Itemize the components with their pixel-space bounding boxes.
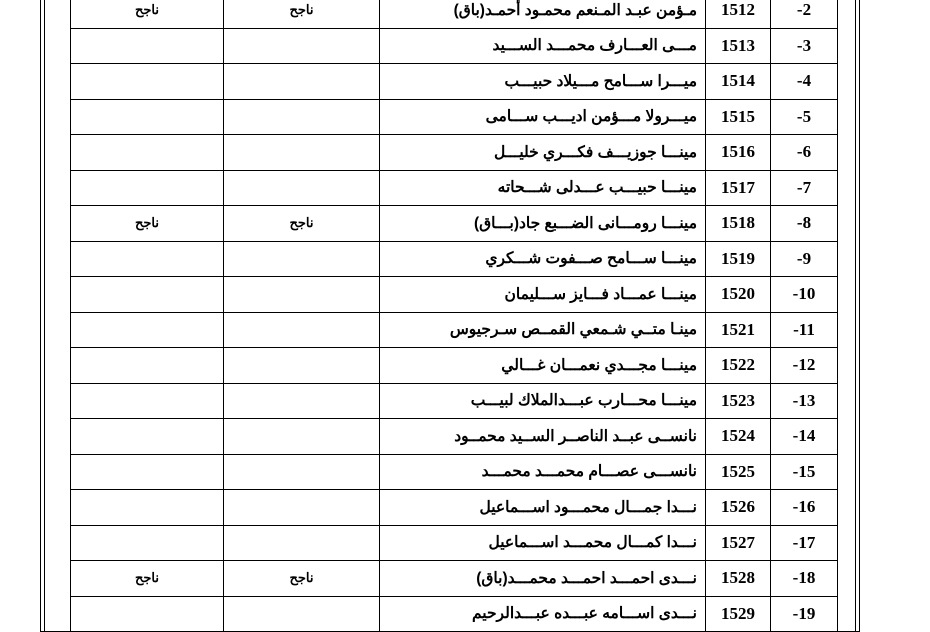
student-name-cell: ميـــرولا مـــؤمن اديـــب ســـامى xyxy=(380,99,706,135)
student-name-cell: مينـــا جوزيـــف فكـــري خليـــل xyxy=(380,135,706,171)
row-number-cell: -18 xyxy=(771,561,838,597)
table-row xyxy=(71,312,838,348)
student-name-cell: مينـــا رومـــانى الضـــبع جاد(بـــاق) xyxy=(380,206,706,242)
row-number-cell: -10 xyxy=(771,277,838,313)
result-first-cell xyxy=(71,419,224,455)
student-name-cell: نـــدى احمـــد احمـــد محمـــد(باق) xyxy=(380,561,706,597)
seat-number-cell: 1521 xyxy=(706,312,771,348)
result-second-cell xyxy=(224,64,380,100)
result-first-cell xyxy=(71,99,224,135)
student-name-cell: نـــدا كمـــال محمـــد اســـماعيل xyxy=(380,525,706,561)
result-second-cell xyxy=(224,241,380,277)
result-second-cell: ناجح xyxy=(224,561,380,597)
student-name-cell: مينـا متــي شـمعي القمــص سـرجيوس xyxy=(380,312,706,348)
result-first-cell xyxy=(71,383,224,419)
table-row xyxy=(71,277,838,313)
row-number-cell: -9 xyxy=(771,241,838,277)
seat-number-cell: 1529 xyxy=(706,596,771,632)
result-second-cell xyxy=(224,525,380,561)
row-number-cell: -7 xyxy=(771,170,838,206)
row-number-cell: -6 xyxy=(771,135,838,171)
seat-number-cell: 1522 xyxy=(706,348,771,384)
student-name-cell: نانســـى عصـــام محمـــد محمـــد xyxy=(380,454,706,490)
row-number-cell: -8 xyxy=(771,206,838,242)
result-second-cell xyxy=(224,490,380,526)
row-number-cell: -12 xyxy=(771,348,838,384)
seat-number-cell: 1518 xyxy=(706,206,771,242)
row-number-cell: -13 xyxy=(771,383,838,419)
student-name-cell: مينـــا عمـــاد فـــايز ســـليمان xyxy=(380,277,706,313)
seat-number-cell: 1523 xyxy=(706,383,771,419)
table-row xyxy=(71,0,838,28)
table-row xyxy=(71,454,838,490)
table-row xyxy=(71,419,838,455)
result-first-cell xyxy=(71,525,224,561)
row-number-cell: -17 xyxy=(771,525,838,561)
table-row xyxy=(71,28,838,64)
row-number-cell: -3 xyxy=(771,28,838,64)
table-row xyxy=(71,99,838,135)
student-name-cell: نـــدى اســـامه عبـــده عبـــدالرحيم xyxy=(380,596,706,632)
student-name-cell: مينـــا مجـــدي نعمـــان غـــالي xyxy=(380,348,706,384)
seat-number-cell: 1514 xyxy=(706,64,771,100)
row-number-cell: -14 xyxy=(771,419,838,455)
seat-number-cell: 1513 xyxy=(706,28,771,64)
student-name-cell: مينـــا حبيـــب عـــدلى شـــحاته xyxy=(380,170,706,206)
table-row xyxy=(71,348,838,384)
result-first-cell xyxy=(71,490,224,526)
result-second-cell: ناجح xyxy=(224,206,380,242)
seat-number-cell: 1517 xyxy=(706,170,771,206)
seat-number-cell: 1516 xyxy=(706,135,771,171)
student-name-cell: نانســى عبــد الناصــر الســيد محمــود xyxy=(380,419,706,455)
table-row xyxy=(71,596,838,632)
student-name-cell: مـؤمن عبـد المـنعم محمـود أحمـد(باق) xyxy=(380,0,706,28)
result-first-cell xyxy=(71,135,224,171)
seat-number-cell: 1520 xyxy=(706,277,771,313)
result-first-cell: ناجح xyxy=(71,206,224,242)
table-row xyxy=(71,241,838,277)
result-second-cell xyxy=(224,312,380,348)
table-row xyxy=(71,561,838,597)
result-first-cell: ناجح xyxy=(71,0,224,28)
row-number-cell: -5 xyxy=(771,99,838,135)
row-number-cell: -16 xyxy=(771,490,838,526)
row-number-cell: -2 xyxy=(771,0,838,28)
result-first-cell xyxy=(71,277,224,313)
table-row xyxy=(71,525,838,561)
result-first-cell xyxy=(71,64,224,100)
result-first-cell xyxy=(71,596,224,632)
seat-number-cell: 1525 xyxy=(706,454,771,490)
table-body xyxy=(71,0,838,632)
row-number-cell: -15 xyxy=(771,454,838,490)
row-number-cell: -4 xyxy=(771,64,838,100)
student-name-cell: مينـــا ســـامح صـــفوت شـــكري xyxy=(380,241,706,277)
result-second-cell xyxy=(224,28,380,64)
student-name-cell: مـــى العـــارف محمـــد الســـيد xyxy=(380,28,706,64)
result-first-cell xyxy=(71,312,224,348)
row-number-cell: -11 xyxy=(771,312,838,348)
result-second-cell xyxy=(224,99,380,135)
table-row xyxy=(71,170,838,206)
seat-number-cell: 1528 xyxy=(706,561,771,597)
result-second-cell xyxy=(224,596,380,632)
table-row xyxy=(71,64,838,100)
result-second-cell xyxy=(224,135,380,171)
seat-number-cell: 1527 xyxy=(706,525,771,561)
result-first-cell xyxy=(71,241,224,277)
result-second-cell: ناجح xyxy=(224,0,380,28)
table-row xyxy=(71,135,838,171)
result-first-cell: ناجح xyxy=(71,561,224,597)
student-name-cell: نـــدا جمـــال محمـــود اســـماعيل xyxy=(380,490,706,526)
result-second-cell xyxy=(224,170,380,206)
student-results-table xyxy=(70,0,838,632)
table-row xyxy=(71,383,838,419)
seat-number-cell: 1524 xyxy=(706,419,771,455)
result-first-cell xyxy=(71,170,224,206)
student-name-cell: ميـــرا ســـامح مـــيلاد حبيـــب xyxy=(380,64,706,100)
result-first-cell xyxy=(71,454,224,490)
table-row xyxy=(71,490,838,526)
result-first-cell xyxy=(71,28,224,64)
student-name-cell: مينـــا محـــارب عبـــدالملاك لبيـــب xyxy=(380,383,706,419)
seat-number-cell: 1515 xyxy=(706,99,771,135)
seat-number-cell: 1519 xyxy=(706,241,771,277)
result-second-cell xyxy=(224,454,380,490)
table-row xyxy=(71,206,838,242)
row-number-cell: -19 xyxy=(771,596,838,632)
result-first-cell xyxy=(71,348,224,384)
result-second-cell xyxy=(224,277,380,313)
result-second-cell xyxy=(224,419,380,455)
result-second-cell xyxy=(224,383,380,419)
result-second-cell xyxy=(224,348,380,384)
seat-number-cell: 1526 xyxy=(706,490,771,526)
seat-number-cell: 1512 xyxy=(706,0,771,28)
